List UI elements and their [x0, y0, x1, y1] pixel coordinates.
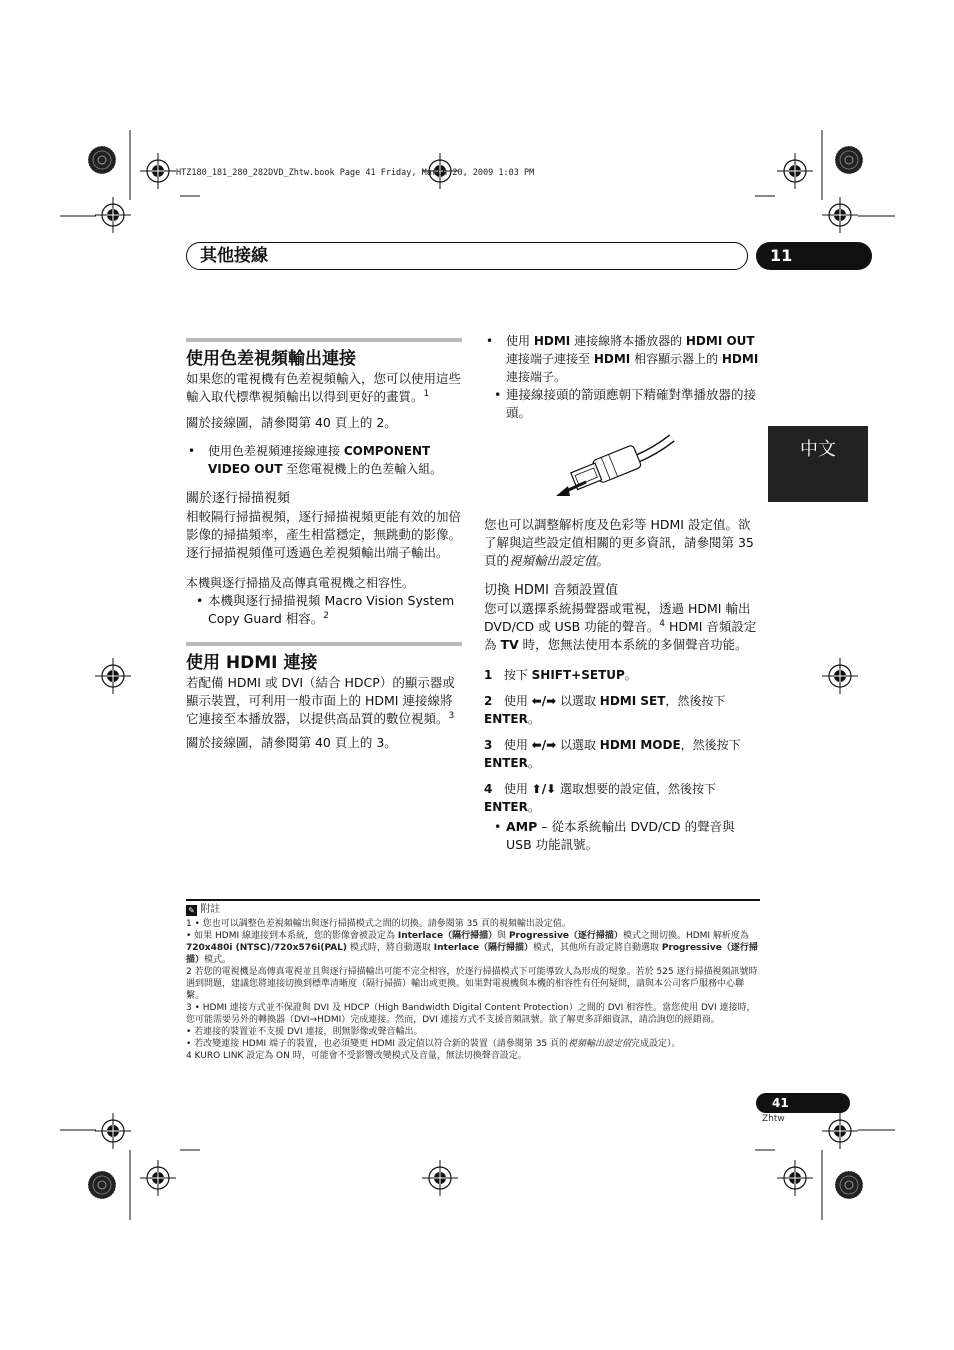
- right-column: [484, 332, 760, 854]
- chapter-title: 其他接線: [200, 246, 268, 266]
- left-right-arrows-icon: ⬅/➡: [531, 694, 557, 708]
- section-title-component: 使用色差視頻輸出連接: [186, 349, 356, 369]
- footnote-4: 4 KURO LINK 設定為 ON 時，可能會不受影響改變模式及音量，無法切換聲音設定。: [186, 1051, 527, 1061]
- language-tab: [768, 426, 868, 502]
- notes-label-row: [186, 904, 760, 916]
- progressive-text: 相較隔行掃描視頻，逐行掃描視頻更能有效的加倍影像的掃描頻率，產生相當穩定，無跳動的影像。逐行掃描視頻僅可透過色差視頻輸出端子輸出。: [186, 509, 462, 560]
- header-bar: [186, 242, 748, 270]
- page-number: 41: [756, 1093, 850, 1113]
- footnotes: [186, 904, 760, 1062]
- component-diagram-ref: 關於接線圖，請參閱第 40 頁上的 2。: [186, 415, 397, 430]
- compat-bullet: • 本機與逐行掃描視頻 Macro Vision System Copy Guard 相容。$^2$: [196, 593, 455, 626]
- step-4: 4 使用 ⬆/⬇ 選取想要的設定值，然後按下 ENTER。: [484, 782, 716, 814]
- step-1: 1 按下 SHIFT+SETUP。: [484, 668, 637, 682]
- footnote-3: 3 • HDMI 連接方式並不保證與 DVI 及 HDCP（High Bandwidth Digital Content Protection）之間的 DVI 相容性。當您使用 DVI 連接時，您可能需要另外的轉換器（DVI→HDMI）完成連接。然而，DVI 連接方式不支援音頻訊號。欲了解更多詳細資訊，請洽詢您的經銷商。: [186, 1003, 756, 1025]
- component-intro: 如果您的電視機有色差視頻輸入，您可以使用這些輸入取代標準視頻輸出以得到更好的畫質。$^1$: [186, 371, 462, 404]
- connector-orientation-bullet: • 連接線接頭的箭頭應朝下精確對準播放器的接頭。: [494, 387, 757, 420]
- section-title-hdmi: 使用 HDMI 連接: [186, 653, 318, 673]
- note-pencil-icon: ✎: [186, 905, 197, 916]
- hdmi-audio-text: 您可以選擇系統揚聲器或電視，透過 HDMI 輸出 DVD/CD 或 USB 功能的聲音。$^4$ HDMI 音頻設定為 TV 時，您無法使用本系統的多個聲音功能。: [484, 601, 757, 652]
- step-3: 3 使用 ⬅/➡ 以選取 HDMI MODE，然後按下 ENTER。: [484, 738, 741, 770]
- up-down-arrows-icon: ⬆/⬇: [531, 782, 557, 796]
- note-ref: 1: [423, 388, 430, 399]
- left-right-arrows-icon: ⬅/➡: [531, 738, 557, 752]
- language-code: Zhtw: [762, 1114, 785, 1124]
- notes-label: 附註: [200, 904, 221, 915]
- footnote-3c: • 若改變連接 HDMI 端子的裝置，也必須變更 HDMI 設定值以符合新的裝置（請參閱第 35 頁的視頻輸出設定值完成設定）。: [186, 1039, 681, 1049]
- chapter-number: 11: [756, 242, 872, 270]
- footnote-1b: • 如果 HDMI 線連接到本系統，您的影像會被設定為 Interlace（隔行掃描）與 Progressive（逐行掃描）模式之間切換。HDMI 解析度為 720x480i (NTSC)/720x576i(PAL) 模式時，將自動選取 Interlace（隔行掃描）模式，其他所有設定將自動選取 Progressive（逐行掃描）模式。: [186, 931, 758, 965]
- file-info-line: HTZ180_181_280_282DVD_Zhtw.book Page 41 Friday, March 20, 2009 1:03 PM: [176, 168, 535, 178]
- component-bullet: • 使用色差視頻連接線連接 COMPONENT VIDEO OUT 至您電視機上的色差輸入組。: [188, 444, 443, 476]
- left-column: [186, 338, 462, 752]
- notes-divider: [186, 899, 760, 901]
- section-divider: [186, 642, 462, 646]
- step-2: 2 使用 ⬅/➡ 以選取 HDMI SET，然後按下 ENTER。: [484, 694, 726, 726]
- footnote-3b: • 若連接的裝置並不支援 DVI 連接，則無影像或聲音輸出。: [186, 1027, 423, 1037]
- amp-bullet: • AMP – 從本系統輸出 DVD/CD 的聲音與 USB 功能訊號。: [494, 819, 735, 852]
- hdmi-diagram-ref: 關於接線圖，請參閱第 40 頁上的 3。: [186, 735, 397, 750]
- section-divider: [186, 338, 462, 342]
- hdmi-connect-bullet: • 使用 HDMI 連接線將本播放器的 HDMI OUT 連接端子連接至 HDMI 相容顯示器上的 HDMI 連接端子。: [486, 334, 759, 384]
- footnote-2: 2 若您的電視機是高傳真電視並且與逐行掃描輸出可能不完全相容，於逐行掃描模式下可能導致人為形成的現象。若於 525 逐行掃描視頻訊號時遇到問題，建議您將連接切換到標準清晰度（隔行掃描）輸出或更換。如果對電視機與本機的相容性有任何疑問，請與本公司客戶服務中心聯繫。: [186, 967, 758, 1001]
- compat-heading: 本機與逐行掃描及高傳真電視機之相容性。: [186, 576, 415, 590]
- hdmi-settings-text: 您也可以調整解析度及色彩等 HDMI 設定值。欲了解與這些設定值相關的更多資訊，請參閱第 35 頁的視頻輸出設定值。: [484, 517, 754, 568]
- hdmi-plug-illustration: [484, 430, 760, 510]
- language-tab-label: 中文: [800, 439, 836, 460]
- progressive-heading: 關於逐行掃描視頻: [186, 491, 291, 506]
- hdmi-intro: 若配備 HDMI 或 DVI（結合 HDCP）的顯示器或顯示裝置，可利用一般市面上的 HDMI 連接線將它連接至本播放器，以提供高品質的數位視頻。$^3$: [186, 675, 455, 726]
- footnote-1: 1 • 您也可以調整色差視頻輸出與逐行掃描模式之間的切換。請參閱第 35 頁的視頻輸出設定值。: [186, 919, 571, 929]
- hdmi-audio-heading: 切換 HDMI 音頻設置值: [484, 583, 619, 598]
